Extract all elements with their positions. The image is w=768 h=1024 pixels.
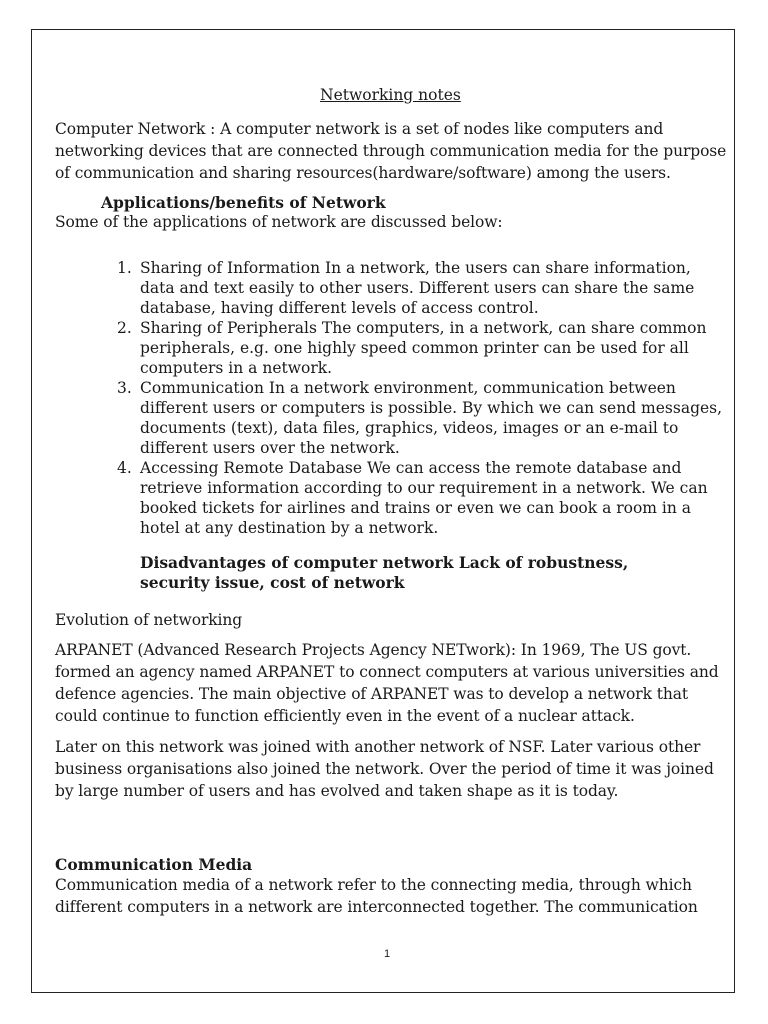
page-title: Networking notes — [320, 86, 461, 104]
list-item-text: Sharing of Peripherals The computers, in a network, can share common peripherals, e.g. one highly speed common printer can be used for all computers in a network. — [140, 319, 707, 377]
communication-media-paragraph: Communication media of a network refer to the connecting media, through which different computers in a network are interconnected together. The communication — [55, 876, 698, 916]
applications-heading: Applications/benefits of Network — [101, 193, 386, 212]
list-item-number: 3. — [117, 379, 132, 397]
intro-paragraph: Computer Network : A computer network is a set of nodes like computers and networking devices that are connected through communication media for the purpose of communication and sharing resources(hardware/software) among the users. — [55, 120, 727, 182]
list-item-text: Sharing of Information In a network, the users can share information, data and text easily to other users. Different users can share the same database, having different levels of access control. — [140, 259, 695, 317]
evolution-heading: Evolution of networking — [55, 611, 243, 629]
arpanet-paragraph: ARPANET (Advanced Research Projects Agency NETwork): In 1969, The US govt. formed an agency named ARPANET to connect computers at various universities and defence agencies. The main objective of ARPANET was to develop a network that could continue to function efficiently even in the event of a nuclear attack. — [55, 641, 719, 725]
list-item-text: Accessing Remote Database We can access the remote database and retrieve information according to our requirement in a network. We can booked tickets for airlines and trains or even we can book a room in a hotel at any destination by a network. — [140, 459, 708, 537]
list-item-number: 4. — [117, 459, 132, 477]
list-item-text: Communication In a network environment, communication between different users or computers is possible. By which we can send messages, documents (text), data files, graphics, videos, images or an e-mail to different users over the network. — [140, 379, 723, 457]
later-paragraph: Later on this network was joined with another network of NSF. Later various other business organisations also joined the network. Over the period of time it was joined by large number of users and has evolved and taken shape as it is today. — [55, 738, 714, 800]
communication-media-heading: Communication Media — [55, 855, 253, 874]
disadvantages-text: Disadvantages of computer network Lack of robustness, security issue, cost of network — [140, 553, 629, 592]
list-item-number: 1. — [117, 259, 132, 277]
list-item-number: 2. — [117, 319, 132, 337]
page-number: 1 — [384, 948, 391, 960]
applications-intro: Some of the applications of network are discussed below: — [55, 213, 503, 231]
